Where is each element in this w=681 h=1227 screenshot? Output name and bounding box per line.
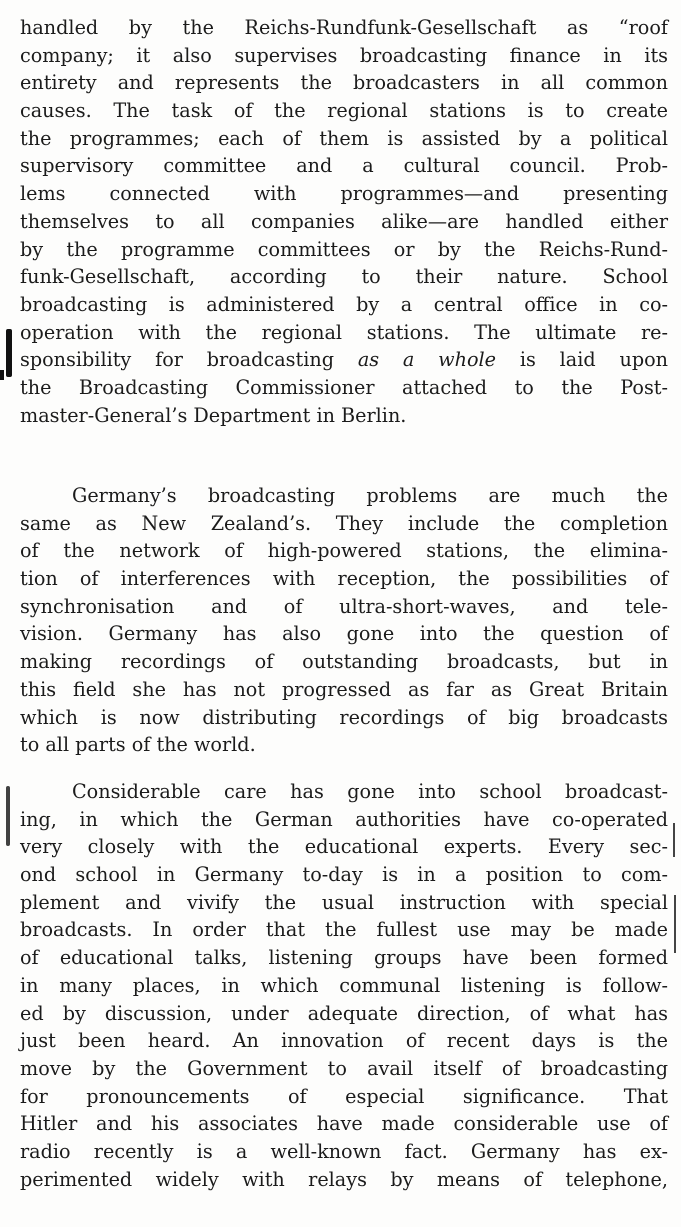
text-line: by the programme committees or by the Reichs-Rund- [20,237,668,261]
text-line: move by the Government to avail itself of broadcasting [20,1056,668,1080]
text-line: broadcasting is administered by a central office in co- [20,292,668,316]
text-run: is laid upon [496,348,669,372]
text-line: same as New Zealand’s. They include the completion [20,511,668,535]
text-line: Hitler and his associates have made considerable use of [20,1112,668,1136]
emphasis-phrase: as a whole [357,348,497,372]
text-line: broadcasts. In order that the fullest use may be made [20,918,668,942]
margin-line-mark [673,823,675,857]
text-line: Considerable care has gone into school broadcast- [72,780,668,803]
text-line: for pronouncements of especial significance. That [20,1084,668,1108]
text-line: vision. Germany has also gone into the question of [20,622,668,646]
text-line-with-emphasis [20,346,668,374]
text-line: of educational talks, listening groups have been formed [20,946,668,970]
text-line: which is now distributing recordings of big broadcasts [20,705,668,729]
text-line: handled by the Reichs-Rundfunk-Gesellschaft as “roof [20,16,668,39]
paragraph-1 [20,14,668,429]
margin-bracket-mark [6,786,10,846]
margin-line-mark [674,895,676,953]
text-line: company; it also supervises broadcasting finance in its [20,43,668,67]
text-line: tion of interferences with reception, the possibilities of [20,567,668,591]
text-line: Germany’s broadcasting problems are much the [72,484,668,507]
ink-blot-mark [0,370,4,380]
ink-blot-mark [6,329,12,377]
text-line: ond school in Germany to-day is in a position to com- [20,863,668,887]
text-line: funk-Gesellschaft, according to their nature. School [20,265,668,289]
text-line: making recordings of outstanding broadcasts, but in [20,650,668,674]
text-line: just been heard. An innovation of recent days is the [20,1029,668,1053]
text-line: this field she has not progressed as far as Great Britain [20,677,668,701]
text-line: perimented widely with relays by means of telephone, [20,1167,668,1191]
text-line: to all parts of the world. [20,733,256,757]
text-line: radio recently is a well-known fact. Germany has ex- [20,1139,668,1163]
text-line: the programmes; each of them is assisted by a political [20,126,668,150]
text-line: ed by discussion, under adequate direction, of what has [20,1001,668,1025]
text-line: master-General’s Department in Berlin. [20,403,407,427]
text-line: causes. The task of the regional stations is to create [20,99,668,123]
text-run: sponsibility for broadcasting [20,348,358,372]
text-line: supervisory committee and a cultural council. Prob- [20,154,668,178]
text-line: of the network of high-powered stations, the elimina- [20,539,668,563]
text-line: themselves to all companies alike—are handled either [20,209,668,233]
text-line: entirety and represents the broadcasters in all common [20,71,668,95]
paragraph-2 [20,482,668,759]
text-line: lems connected with programmes—and presenting [20,182,668,206]
paragraph-3 [20,778,668,1193]
text-line: the Broadcasting Commissioner attached to the Post- [20,375,668,399]
text-line: plement and vivify the usual instruction with special [20,890,668,914]
text-line: ing, in which the German authorities have co-operated [20,807,668,831]
text-line: synchronisation and of ultra-short-waves, and tele- [20,594,668,618]
text-line: in many places, in which communal listening is follow- [20,973,668,997]
text-line: very closely with the educational experts. Every sec- [20,835,668,859]
text-line: operation with the regional stations. The ultimate re- [20,320,668,344]
